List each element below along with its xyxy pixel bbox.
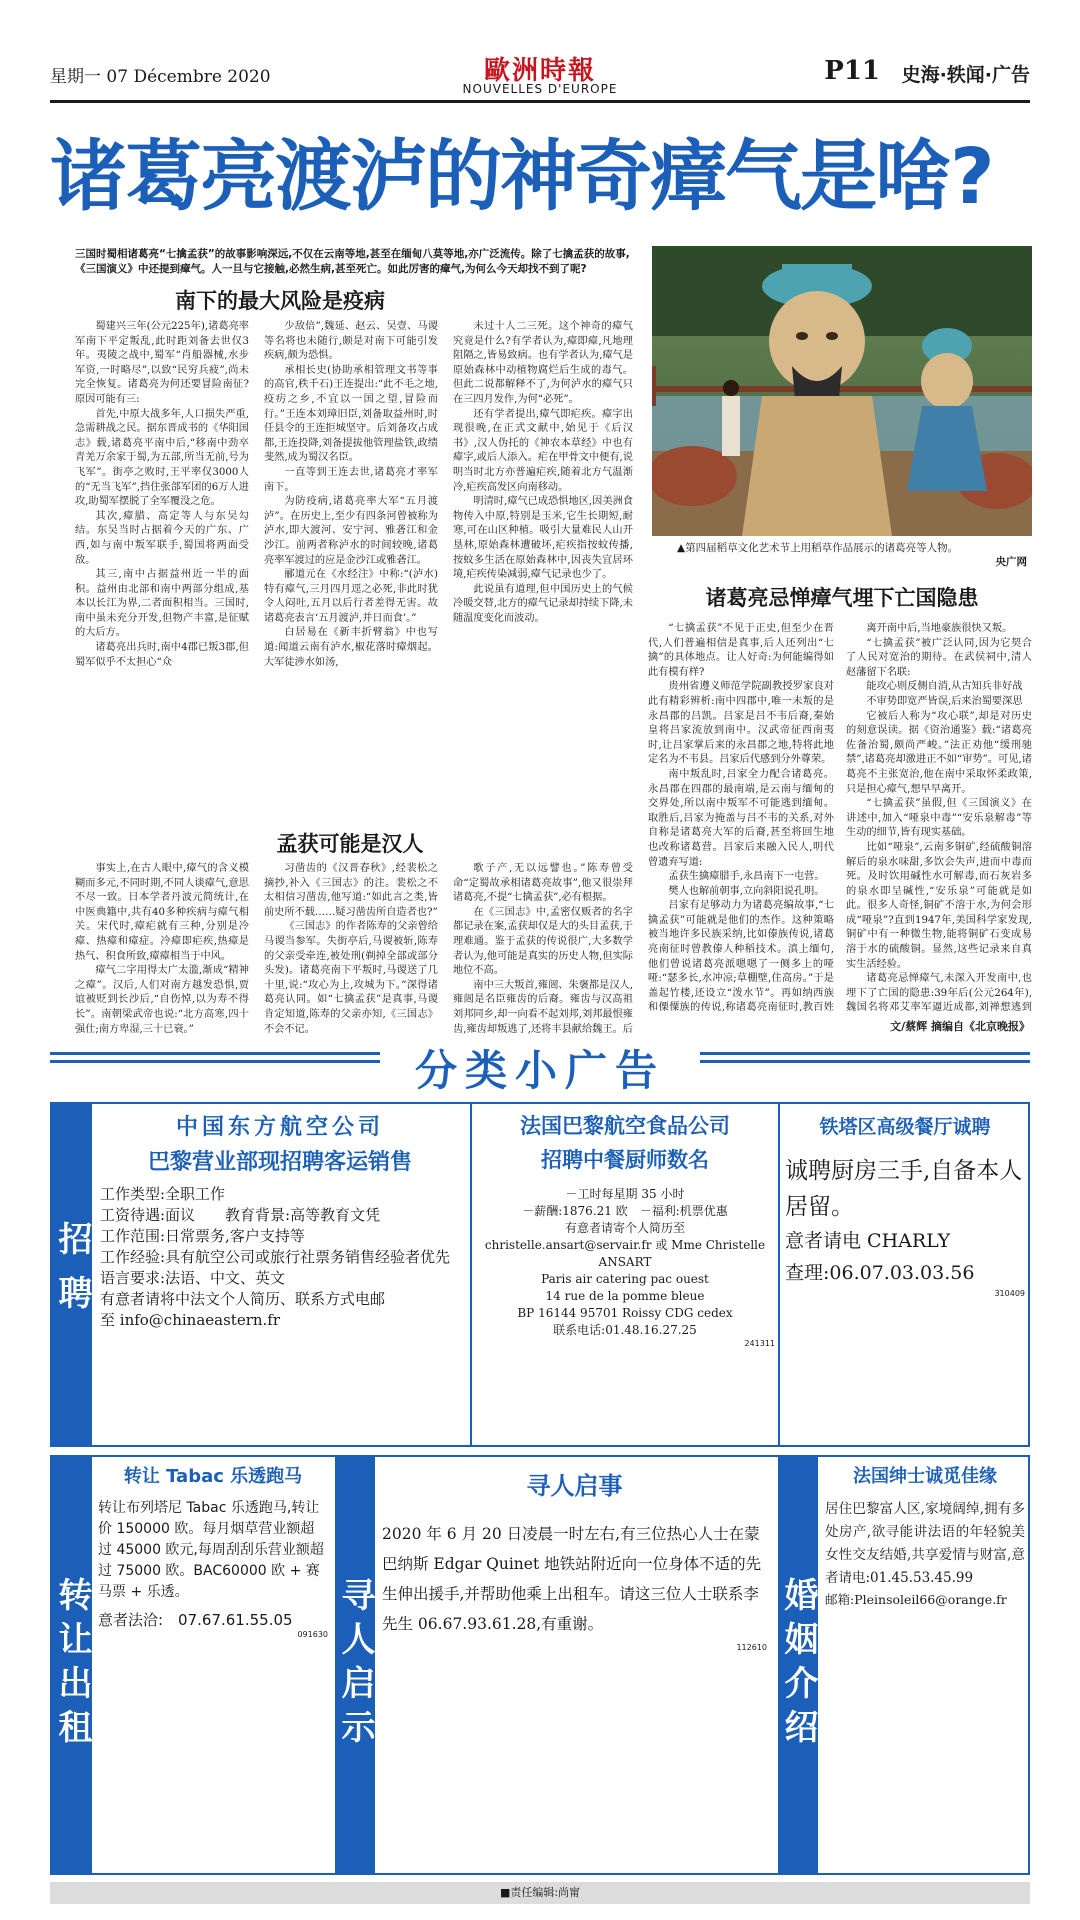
classified-banner xyxy=(50,1038,1030,1094)
ad-missing-person xyxy=(382,1466,767,1652)
ad-line: 有意者请寄个人简历至 xyxy=(564,1221,685,1235)
straw-figures-photo-icon xyxy=(652,246,1032,536)
ad-china-eastern-subtitle: 巴黎营业部现招聘客运销售 xyxy=(147,1149,412,1175)
ad-catering-body xyxy=(475,1186,775,1339)
article-headline: 诸葛亮渡泸的神奇瘴气是啥? xyxy=(50,133,993,222)
category-recruit xyxy=(52,1104,92,1445)
sec1-col3 xyxy=(453,320,633,785)
ad-missing-code: 112610 xyxy=(736,1643,767,1652)
sec2-col2 xyxy=(264,862,438,1034)
ad-tabac-title: 转让 Tabac 乐透跑马 xyxy=(123,1466,303,1487)
page-footer: ■责任编辑:尚甯 xyxy=(50,1882,1030,1904)
article-paragraph: 承相长史(协助承相管理文书等事的高官,秩千石)王连提出:“此不毛之地,疫疠之乡,不宜以一国之望,冒险而行。”王连本刘璋旧臣,刘备取益州时,时任县令的王连拒城坚守。后刘备攻占成都,王连投降,刘备提拔他管理盐铁,政绩斐然,成为蜀汉名臣。 xyxy=(264,364,438,464)
ad-line: 有意者请将中法文个人简历、联系方式电邮 xyxy=(100,1290,386,1308)
article-paragraph: 为防疫病,诸葛亮率大军“五月渡泸”。在历史上,至少有四条河曾被称为泸水,即大渡河、安宁河、雅砻江和金沙江。前两者称泸水的时间较晚,诸葛亮率军渡过的应是金沙江或雅砻江。 xyxy=(264,496,438,566)
photo-caption xyxy=(677,541,1027,569)
ad-line: 工作类型:全职工作 xyxy=(100,1185,226,1203)
article-paragraph: 蜀建兴三年(公元225年),诸葛亮率军南下平定叛乱,此时距刘备去世仅3年。夷陵之战中,蜀军“肖船器械,水步军资,一时略尽”,以致“民穷兵疲”,尚未完全恢复。诸葛亮为何还要冒险南征?原因可能有三: xyxy=(75,321,249,405)
article-paragraph: 它被后人称为“攻心联”,却是对历史的刻意误读。据《资治通鉴》载:“诸葛亮佐备治蜀,颇尚严峻。”法正劝他“缓刑驰禁”,诸葛亮却激进正不如“审势”。可见,诸葛亮不主张宽治,他在南中采取怀柔政策,只是担心瘴气,想早早离开。 xyxy=(846,710,1032,795)
ad-line: BP 16144 95701 Roissy CDG cedex xyxy=(517,1306,733,1320)
article-paragraph: 其次,瘴腊、高定等人与东吴勾结。东吴当时占据着今天的广东、广西,如与南中叛军联手,蜀国将两面受敌。 xyxy=(75,510,249,566)
ad-line: －薪酬:1876.21 欧 －福利:机票优惠 xyxy=(522,1204,728,1218)
category-transfer-label: 转让出租 xyxy=(52,1577,92,1753)
ad-catering-title: 法国巴黎航空食品公司 xyxy=(520,1113,730,1138)
article-paragraph: 南中叛乱时,吕家全力配合诸葛亮。永昌郡在四郡的最南端,是云南与缅甸的交界处,所以南中叛军不可能逃到缅甸。取胜后,吕家为掩盖与吕不韦的关系,对外自称是诸葛亮大军的后裔,甚至将回生地也改称诸葛营。吕家后来融入民人,明代曾遗弃写道: xyxy=(648,768,834,868)
subhead-menghuo-han: 孟获可能是汉人 xyxy=(276,831,424,856)
ad-restaurant-code: 310409 xyxy=(994,1289,1025,1298)
article-paragraph: 还有学者提出,瘴气即疟疾。瘴字出现很晚,在正式文献中,始见于《后汉书》,汉人伪托的《神农本草经》中也有瘴字,或后人添入。疟在甲骨文中便有,说明当时北方亦普遍疟疾,随着北方气温渐冷,疟疾高发区向南移动。 xyxy=(453,408,633,493)
article-paragraph: 离开南中后,当地豪族很快又叛。 xyxy=(866,623,1013,634)
sec3-col2 xyxy=(846,622,1032,1014)
newspaper-logo-subtitle: NOUVELLES D'EUROPE xyxy=(462,82,618,96)
classified-title: 分类小广告 xyxy=(414,1046,665,1095)
article-paragraph: 郦道元在《水经注》中称:“(泸水)特有瘴气,三月四月逕之必死,非此时犹令人闷吐,五月以后行者差得无害。故诸葛亮表言‘五月渡泸,并日而食’。” xyxy=(264,569,438,624)
ad-paris-catering xyxy=(475,1110,775,1348)
ad-line: 至 info@chinaeastern.fr xyxy=(100,1311,281,1329)
ad-line: 联系电话:01.48.16.27.25 xyxy=(553,1323,697,1337)
ad-china-eastern-title: 中国东方航空公司 xyxy=(175,1114,384,1140)
ad-gentleman xyxy=(825,1462,1025,1610)
ad-tabac-code: 091630 xyxy=(297,1630,328,1639)
article-paragraph: 孟获生擒瘴腊手,永昌南下一屯营。 xyxy=(668,871,825,883)
article-paragraph: 事实上,在古人眼中,瘴气的含义模糊而多元,不同时期,不同人谈瘴气,意思不尽一致。日本学者丹波元简统计,在中医典籍中,共有40多种疾病与瘴气相关。宋代时,瘴疟就有三种,分别是冷瘴、热瘴和瘴症。冷瘴即疟疾,热瘴是热气、积食所致,瘴瘴相当于中风。 xyxy=(75,863,249,962)
article-paragraph: 能攻心则反侧自消,从古知兵非好战 xyxy=(866,681,1023,693)
ad-missing-body: 2020 年 6 月 20 日凌晨一时左右,有三位热心人士在蒙巴纳斯 Edgar Quinet 地铁站附近向一位身体不适的先生伸出援手,并帮助他乘上出租车。请这三位人士联系李先生 06.67.93.61.28,有重谢。 xyxy=(382,1525,762,1633)
ad-restaurant-phone: 查理:06.07.03.03.56 xyxy=(785,1262,975,1284)
ad-catering-subtitle: 招聘中餐厨师数名 xyxy=(541,1147,709,1172)
ad-tabac xyxy=(98,1462,328,1639)
article-paragraph: 吕家有足够动力为诸葛亮编故事,“七擒孟获”可能就是他们的杰作。这种策略被当地许多民族采纳,比如傣族传说,诸葛亮南征时曾教傣人种稻技术。滇上缅句,他们曾说诸葛亮派嗯嗯了一侧多上的哑哑:“瑟多长,水冲凉;草棚壁,住高房。”于是盖起竹楼,还设立“泼水节”。再如纳西族和傈僳族的传说,称诸葛亮南征时,教百姓 xyxy=(648,900,834,1014)
ad-line: 工作经验:具有航空公司或旅行社票务销售经验者优先 xyxy=(100,1248,451,1266)
article-paragraph: 未过十人二三死。这个神奇的瘴气究竟是什么?有学者认为,瘴即瘴,凡地理阻隔之,皆易致病。也有学者认为,瘴气是原始森林中动植物腐烂后生成的毒气。但此二说都解释不了,为何泸水的瘴气只在三四月发作,为何“必死”。 xyxy=(453,321,633,405)
category-transfer xyxy=(52,1457,92,1873)
article-paragraph: 樊人也解前朝事,立向斜阳说孔明。 xyxy=(668,885,825,897)
article-paragraph: 南中三大叛首,雍闿、朱褒都是汉人,雍闿是名臣雍齿的后裔。雍齿与汉高祖刘邦同乡,却一向看不起刘邦,刘邦最恨雍齿,雍齿却叛逃了,还将丰县献给魏王。后 xyxy=(453,979,633,1034)
article-paragraph: 其三,南中占据益州近一半的面积。益州由北部和南中两部分组成,基本以长江为界,二者面积相当。三国时,南中虽未充分开发,但物产丰富,是征赋的大后方。 xyxy=(75,569,249,639)
article-paragraph: 歌子产,无以远譬也。”陈寿曾受命“定蜀故承相诸葛亮故事”,他又很崇拜诸葛亮,不提“七擒孟获”,必有根据。 xyxy=(453,863,633,904)
article-lead: 三国时蜀相诸葛亮“七擒孟获”的故事影响深远,不仅在云南等地,甚至在缅甸八莫等地,亦广泛流传。除了七擒孟获的故事,《三国演义》中还提到瘴气。人一旦与它接触,必然生病,甚至死亡。如此厉害的瘴气,为何么今天却找不到了呢? xyxy=(75,248,630,275)
article-paragraph: 此说虽有道理,但中国历史上的气候冷暖交替,北方的瘴气记录却持续下降,未随温度变化而波动。 xyxy=(453,583,633,624)
ad-gentleman-email: 邮箱:Pleinsoleil66@orange.fr xyxy=(825,1592,1007,1607)
ad-line: －工时每星期 35 小时 xyxy=(565,1187,685,1201)
article-paragraph: 明清时,瘴气已成恐惧地区,因美洲食物传入中原,特别是玉米,它生长期短,耐寒,可在山区种植。吸引大量难民人山开垦林,原始森林遭破坏,疟疾指按蚊传播,按蚊多生活在原始森林中,因丧失宜居环境,疟疾传染减弱,瘴气记录也少了。 xyxy=(453,496,633,581)
sec1-col1 xyxy=(75,320,249,785)
ad-eiffel-restaurant xyxy=(785,1112,1025,1298)
ad-divider xyxy=(470,1102,472,1447)
article-paragraph: 诸葛亮忌惮瘴气,未深入开发南中,也埋下了亡国的隐患:39年后(公元264年),魏国名将邓艾率军逼近成都,刘禅想逃到 xyxy=(846,973,1032,1014)
article-paragraph: 贵州省遵义师范学院副教授罗家良对此有精彩辨析:南中四郡中,唯一未叛的是永昌郡的吕凯。吕家是吕不韦后裔,秦始皇将吕家流放到南中。汉武帝征西南夷时,让吕家掌后来的永昌郡之地,特将此地定名为不韦县。吕家后代感到分外尊荣。 xyxy=(648,681,834,766)
article-credit: 文/蔡辉 摘编自《北京晚报》 xyxy=(890,1020,1030,1033)
sec2-col3 xyxy=(453,862,633,1034)
article-paragraph: 《三国志》的作者陈寿的父亲曾给马谡当参军。失街亭后,马谡被斩,陈寿的父亲受牵连,被处刑(剃掉全部或部分头发)。诸葛亮南下平叛时,马谡送了几十里,说:“攻心为上,攻城为下。”深得诸葛亮认同。如“七擒孟获”是真事,马谡肯定知道,陈寿的父亲亦知,《三国志》不会不记。 xyxy=(264,921,438,1034)
category-marriage xyxy=(778,1457,818,1873)
article-photo xyxy=(652,246,1032,536)
ad-line: Paris air catering pac ouest xyxy=(541,1272,709,1286)
ad-tabac-body: 转让布列塔尼 Tabac 乐透跑马,转让价 150000 欧。每月烟草营业额超过 45000 欧元,每周刮刮乐营业额超过 75000 欧。BAC60000 欧 + 赛马票 + 乐透。 xyxy=(98,1500,324,1600)
article-paragraph: 诸葛亮出兵时,南中4郡已叛3郡,但蜀军似乎不太担心“众 xyxy=(75,642,249,668)
ad-restaurant-title: 铁塔区高级餐厅诚聘 xyxy=(819,1116,991,1138)
article-paragraph: 少敌倍”,魏延、赵云、吴壹、马谡等名将也未随行,颇是对南下可能引发疾病,颇为恐惧。 xyxy=(264,321,438,362)
header-rule xyxy=(50,100,1030,103)
ad-catering-code: 241311 xyxy=(744,1339,775,1348)
ad-restaurant-body: 诚聘厨房三手,自备本人居留。 xyxy=(785,1158,1023,1220)
article-paragraph: 白居易在《新丰折臂翁》中也写道:闻道云南有泸水,椒花落时瘴烟起。大军徒涉水如汤, xyxy=(264,627,438,668)
section-name: 史海·轶闻·广告 xyxy=(901,64,1030,86)
ad-china-eastern-body xyxy=(100,1184,460,1331)
category-search xyxy=(335,1457,375,1873)
article-paragraph: 瘴气二字用得太广太滥,渐成“精神之瘴”。汉后,人们对南方越发恐惧,贾谊被贬到长沙后,“自伤悼,以为寿不得长”。南朝梁武帝也说:“北方高寒,四十强仕;南方卑湿,三十已衰。” xyxy=(75,965,249,1034)
article-paragraph: “七擒孟获”不见于正史,但至少在晋代,人们普遍相信是真事,后人还列出“七擒”的具体地点。让人好奇:为何能编得如此有模有样? xyxy=(648,623,834,678)
sec1-col2 xyxy=(264,320,438,785)
newspaper-logo: 歐洲時報 xyxy=(483,56,596,86)
article-paragraph: 一直等到王连去世,诸葛亮才率军南下。 xyxy=(264,466,438,493)
sec2-col1 xyxy=(75,862,249,1034)
ad-divider-2 xyxy=(778,1102,780,1447)
ad-line: 工作范围:日常票务,客户支持等 xyxy=(100,1227,305,1245)
ad-gentleman-body: 居住巴黎富人区,家境阔绰,拥有多处房产,欲寻能讲法语的年轻貌美女性交友结婚,共享爱情与财富,意者请电:01.45.53.45.99 xyxy=(825,1501,1025,1586)
category-recruit-label: 招聘 xyxy=(52,1220,92,1329)
article-paragraph: “七擒孟获”虽假,但《三国演义》在讲述中,加入“哑泉中毒”“安乐泉解毒”等生动的细节,皆有现实基础。 xyxy=(846,798,1032,839)
article-paragraph: 不审势即宽严皆误,后来治蜀要深思 xyxy=(866,695,1023,707)
article-paragraph: 习凿齿的《汉晋春秋》,经裴松之摘抄,补入《三国志》的注。裴松之不太相信习凿齿,他写道:“如此言之类,皆前史所不载……疑习凿齿所自造者也?” xyxy=(264,863,438,918)
ad-line: 工资待遇:面议 教育背景:高等教育文凭 xyxy=(100,1206,381,1224)
subhead-miasma-doom: 诸葛亮忌惮瘴气埋下亡国隐患 xyxy=(705,585,979,610)
article-paragraph: 比如“哑泉”,云南多铜矿,经硫酸铜溶解后的泉水味甜,多饮会失声,进而中毒而死。及时饮用碱性水可解毒,而石灰岩多的泉水即呈碱性,“安乐泉”可能就是如此。很多人奇怪,铜矿不溶于水,为何会形成“哑泉”?直到1947年,美国科学家发现,铜矿中有一种微生物,能将铜矿石变成易溶于水的硫酸铜。显然,这些记录来自真实生活经验。 xyxy=(846,841,1032,970)
ad-china-eastern xyxy=(100,1110,460,1331)
masthead xyxy=(50,54,1030,94)
issue-date: 星期一 07 Décembre 2020 xyxy=(50,67,271,87)
photo-caption-text: ▲第四届稻草文化艺术节上用稻草作品展示的诸葛亮等人物。 xyxy=(677,542,959,554)
article-paragraph: “七擒孟获”被广泛认同,因为它契合了人民对宽治的期待。在武侯祠中,清人赵藩留下名联: xyxy=(846,637,1032,678)
ad-missing-title: 寻人启事 xyxy=(526,1471,623,1500)
ad-restaurant-contact: 意者请电 CHARLY xyxy=(785,1230,951,1252)
article-paragraph: 首先,中原大战多年,人口损失严重,急需耕战之民。据东晋成书的《华阳国志》载,诸葛亮平南中后,“移南中劲卒青羌万余家于蜀,为五部,所当无前,号为飞军”。街亭之败时,王平率仅3000人的“无当飞军”,挡住张郃军团的6万人进攻,助蜀军摆脱了全军覆没之危。 xyxy=(75,408,249,508)
photo-source: 央广网 xyxy=(995,556,1027,568)
ad-gentleman-title: 法国绅士诚觅佳缘 xyxy=(853,1466,997,1487)
ad-line: 14 rue de la pomme bleue xyxy=(545,1289,705,1303)
ad-tabac-phone: 意者法洽: 07.67.61.55.05 xyxy=(98,1611,293,1629)
article-paragraph: 在《三国志》中,孟密仅贩者的名字都记录在案,孟获却仅是大的头目孟获,于理难通。鉴于孟获的传说很广,大多数学者认为,他可能是真实的历史人物,但实际地位不高。 xyxy=(453,906,633,977)
ad-line: christelle.ansart@servair.fr 或 Mme Christelle ANSART xyxy=(484,1238,766,1269)
ad-line: 语言要求:法语、中文、英文 xyxy=(100,1269,286,1287)
sec3-col1 xyxy=(648,622,834,1014)
category-search-label: 寻人启示 xyxy=(335,1577,375,1753)
category-marriage-label: 婚姻介绍 xyxy=(778,1577,818,1753)
page-number: P11 xyxy=(824,56,880,86)
subhead-epidemic: 南下的最大风险是疫病 xyxy=(175,288,385,313)
